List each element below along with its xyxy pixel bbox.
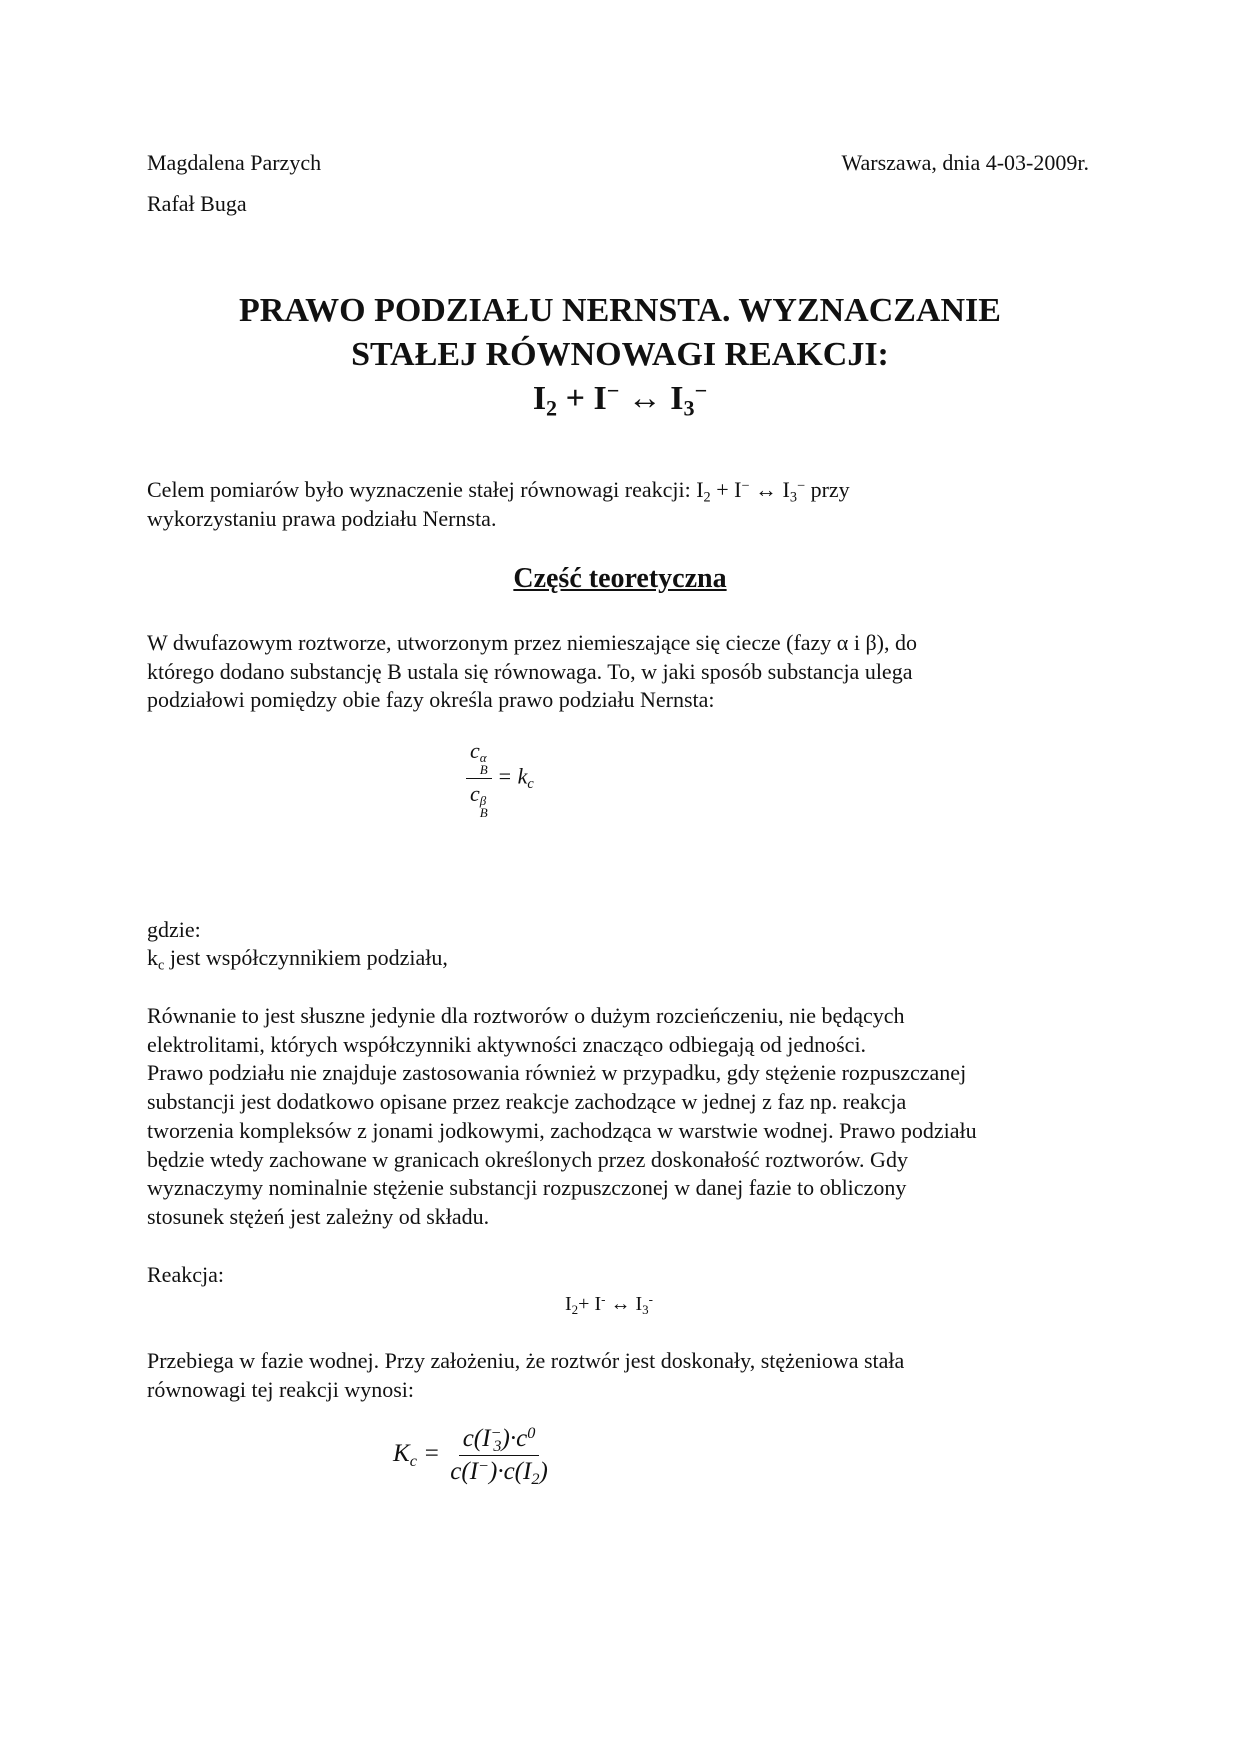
t-arrow: ↔ I	[619, 380, 684, 417]
k: k	[147, 945, 158, 970]
p3-line: równowagi tej reakcji wynosi:	[147, 1376, 414, 1402]
p1-line: którego dodano substancję B ustala się równowaga. To, w jaki sposób substancja ulega	[147, 658, 913, 684]
intro-h: przy	[805, 477, 850, 502]
c: c	[470, 738, 480, 763]
intro-b: 2	[703, 489, 711, 506]
intro-line-1	[147, 476, 850, 505]
gdzie-label: gdzie:	[147, 917, 201, 942]
num-sup: −	[490, 1423, 502, 1442]
t-plus: + I	[557, 380, 607, 417]
reaction-equation	[565, 1290, 653, 1319]
t-minus: −	[606, 377, 620, 403]
title-line-1: PRAWO PODZIAŁU NERNSTA. WYZNACZANIE	[239, 292, 1001, 329]
intro-e: ↔ I	[749, 477, 790, 502]
p1-line: W dwufazowym roztworze, utworzonym przez niemieszające się ciecze (fazy α i β), do	[147, 630, 917, 655]
paragraph-2	[147, 1002, 977, 1232]
section-heading: Część teoretyczna	[513, 563, 727, 594]
k-text: jest współczynnikiem podziału,	[164, 945, 448, 970]
p3-line: Przebiega w fazie wodnej. Przy założeniu, że roztwór jest doskonały, stężeniowa stała	[147, 1348, 905, 1373]
p2-line: wyznaczymy nominalnie stężenie substancji rozpuszczonej w danej fazie to obliczony	[147, 1175, 907, 1201]
den-c: )	[539, 1458, 548, 1485]
intro-a: Celem pomiarów było wyznaczenie stałej równowagi reakcji: I	[147, 477, 704, 502]
reakcja-label: Reakcja:	[147, 1262, 224, 1287]
nernst-equation	[466, 738, 534, 819]
alpha: α	[479, 750, 487, 765]
p2-line: Prawo podziału nie znajduje zastosowania również w przypadku, gdy stężenie rozpuszczanej	[147, 1060, 967, 1086]
author-1: Magdalena Parzych	[147, 150, 322, 175]
r-sub3: 3	[642, 1301, 649, 1317]
r-i: I	[565, 1293, 572, 1315]
num-a: c(I	[462, 1425, 491, 1452]
intro-f: 3	[789, 489, 797, 506]
r-arrow: ↔ I	[605, 1293, 643, 1315]
den-a: c(I	[450, 1458, 479, 1485]
K-sub: c	[409, 1452, 417, 1471]
intro-c: + I	[710, 477, 742, 502]
kc-formula	[393, 1425, 552, 1486]
K: K	[393, 1440, 410, 1468]
intro-line-2: wykorzystaniu prawa podziału Nernsta.	[147, 506, 497, 531]
intro-g: −	[796, 477, 806, 494]
kc-sub: c	[527, 775, 534, 792]
t-sub: 2	[546, 395, 558, 421]
den-b: )·c(I	[489, 1458, 532, 1485]
eq: = k	[491, 763, 528, 789]
num-b: )·c	[501, 1425, 528, 1452]
intro-d: −	[741, 477, 750, 494]
title-line-2: STAŁEJ RÓWNOWAGI REAKCJI:	[351, 336, 889, 373]
r-minus: -	[601, 1291, 606, 1307]
den-sup: −	[478, 1456, 489, 1475]
p2-line: elektrolitami, których współczynniki aktywności znacząco odbiegają od jedności.	[147, 1031, 867, 1057]
c: c	[470, 781, 480, 806]
place-date: Warszawa, dnia 4-03-2009r.	[841, 150, 1089, 175]
beta: β	[479, 793, 487, 808]
p2-line: będzie wtedy zachowane w granicach określonych przez doskonałość roztworów. Gdy	[147, 1146, 908, 1172]
num-sub: 3	[493, 1436, 502, 1455]
paragraph-1	[147, 629, 917, 715]
t-i: I	[532, 380, 547, 417]
author-2: Rafał Buga	[147, 191, 247, 216]
p2-line: substancji jest dodatkowo opisane przez reakcje zachodzące w jednej z faz np. reakcja	[147, 1089, 907, 1115]
num-sup0: 0	[527, 1423, 536, 1442]
B: B	[479, 805, 488, 820]
r-minus2: -	[648, 1291, 653, 1307]
title-reaction	[0, 377, 1240, 421]
kc-definition	[147, 944, 448, 973]
B: B	[479, 762, 488, 777]
paragraph-3	[147, 1347, 904, 1404]
eq: =	[416, 1440, 447, 1468]
t-sub3: 3	[683, 395, 695, 421]
k-sub: c	[158, 957, 165, 974]
den-sub: 2	[531, 1469, 540, 1488]
r-plus: + I	[578, 1293, 602, 1315]
p1-line: podziałowi pomiędzy obie fazy określa prawo podziału Nernsta:	[147, 687, 715, 713]
p2-line: stosunek stężeń jest zależny od składu.	[147, 1203, 490, 1229]
r-sub: 2	[571, 1301, 579, 1317]
p2-line: Równanie to jest słuszne jedynie dla roztworów o dużym rozcieńczeniu, nie będących	[147, 1003, 905, 1028]
p2-line: tworzenia kompleksów z jonami jodkowymi, zachodząca w warstwie wodnej. Prawo podziału	[147, 1117, 977, 1143]
t-minus2: −	[694, 377, 708, 403]
